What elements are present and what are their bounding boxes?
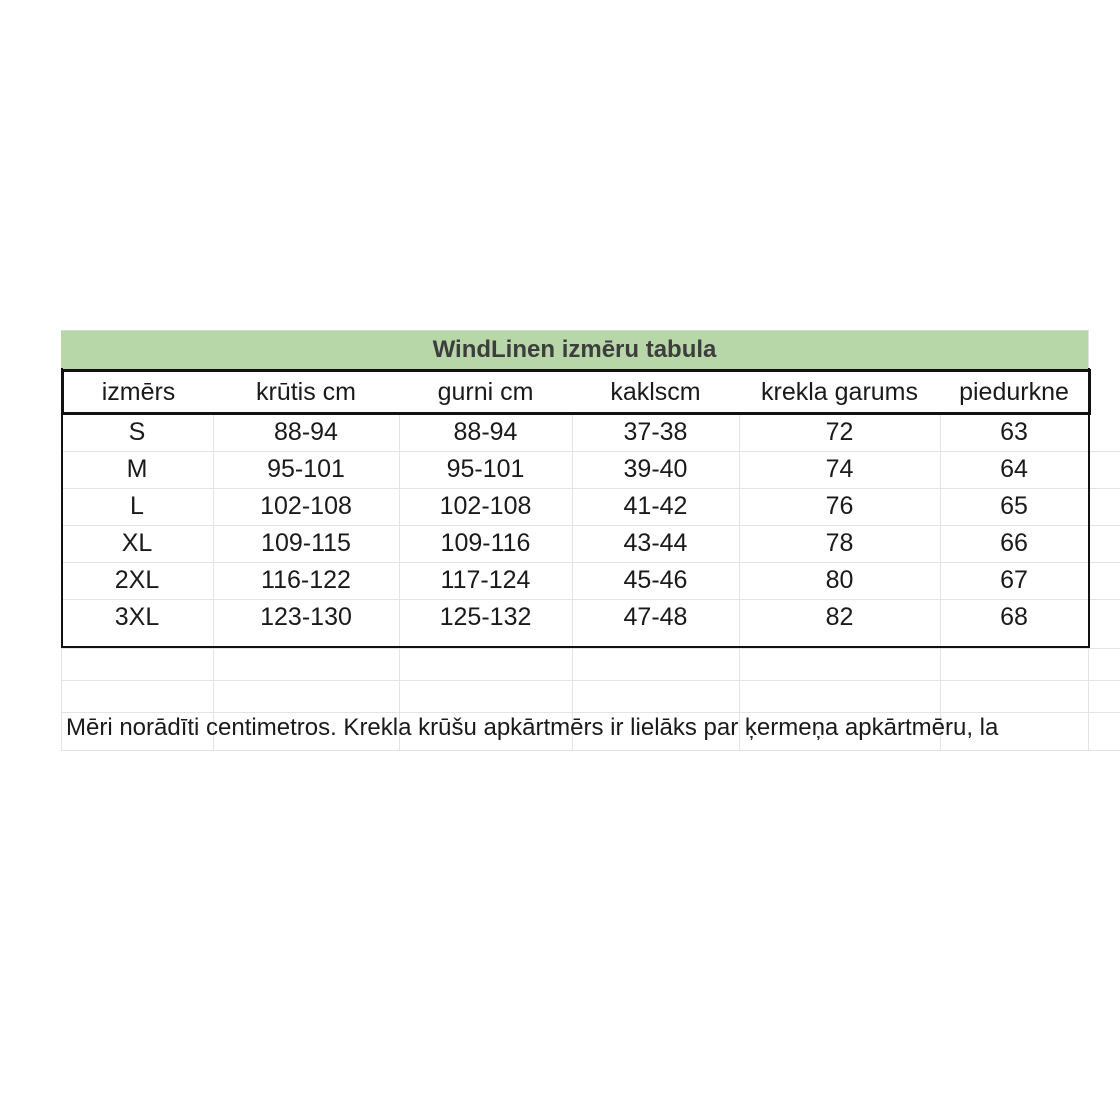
table-row <box>61 451 1088 488</box>
table-cell: 74 <box>825 455 854 483</box>
table-cell: S <box>128 418 146 446</box>
table-cell: 37-38 <box>623 418 688 446</box>
table-cell: 117-124 <box>440 566 531 594</box>
table-cell: 88-94 <box>453 418 518 446</box>
table-cell: 125-132 <box>439 603 532 631</box>
table-cell: 66 <box>1000 529 1028 557</box>
table-row <box>61 525 1088 562</box>
table-cell: 80 <box>825 566 854 594</box>
table-row <box>61 488 1088 525</box>
table-cell: 45-46 <box>623 566 688 594</box>
table-header-row <box>61 369 1091 415</box>
table-cell: 78 <box>825 529 854 557</box>
table-cell: L <box>130 492 144 520</box>
table-cell: 3XL <box>114 603 160 631</box>
column-header: izmērs <box>101 377 176 406</box>
table-cell: 88-94 <box>274 418 338 446</box>
table-cell: 116-122 <box>261 566 351 594</box>
column-header: krūtis cm <box>256 377 356 406</box>
measurement-note: Mēri norādīti centimetros. Krekla krūšu apkārtmērs ir lielāks par ķermeņa apkārtmēru, la <box>66 714 999 741</box>
table-row <box>61 599 1088 636</box>
table-cell: 64 <box>1000 455 1028 483</box>
table-cell: XL <box>121 529 153 557</box>
table-row <box>61 414 1088 451</box>
table-cell: 2XL <box>114 566 160 594</box>
table-cell: 95-101 <box>267 455 345 483</box>
grid-row-line <box>61 750 1120 751</box>
table-cell: 95-101 <box>446 455 525 483</box>
table-cell: 41-42 <box>623 492 688 520</box>
table-row <box>61 562 1088 599</box>
table-title: WindLinen izmēru tabula <box>61 330 1088 369</box>
table-cell: 43-44 <box>623 529 688 557</box>
table-cell: 123-130 <box>260 603 352 631</box>
table-cell: 68 <box>1000 603 1028 631</box>
table-cell: 67 <box>1000 566 1028 594</box>
table-cell: 47-48 <box>623 603 688 631</box>
grid-row-line <box>61 680 1120 681</box>
table-cell: 76 <box>825 492 854 520</box>
grid-row-line <box>61 712 1120 713</box>
table-cell: 102-108 <box>260 492 352 520</box>
table-cell: 102-108 <box>439 492 532 520</box>
table-cell: 109-116 <box>440 529 531 557</box>
table-cell: 82 <box>825 603 854 631</box>
table-cell: 63 <box>1000 418 1028 446</box>
column-header: krekla garums <box>761 377 918 406</box>
table-cell: 109-115 <box>261 529 351 557</box>
column-header: gurni cm <box>437 377 534 406</box>
table-cell: M <box>126 455 148 483</box>
column-header: kaklscm <box>610 377 701 406</box>
table-cell: 65 <box>1000 492 1028 520</box>
table-cell: 39-40 <box>623 455 688 483</box>
column-header: piedurkne <box>959 377 1069 406</box>
table-cell: 72 <box>825 418 854 446</box>
grid-row-line <box>61 648 1120 649</box>
